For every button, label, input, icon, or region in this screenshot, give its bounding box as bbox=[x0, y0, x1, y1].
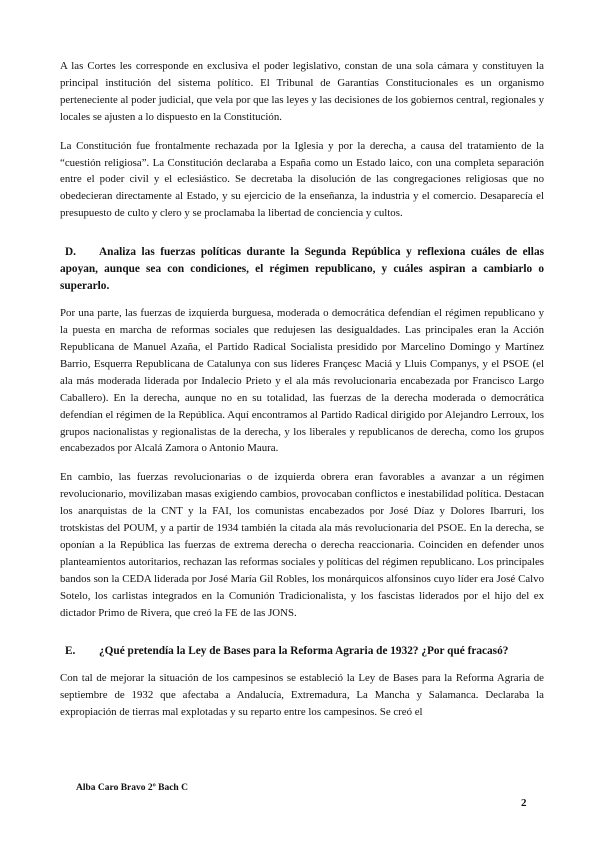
section-d-paragraph-1: Por una parte, las fuerzas de izquierda burguesa, moderada o democrática defendían el régimen republicano y la puesta en marcha de reformas sociales que redujesen las desigualdades. Las principales eran la Acción Republicana de Manuel Azaña, el Partido Radical Socialista presidido por Marcelino Domingo y Martínez Barrio, Esquerra Republicana de Catalunya con sus líderes Françesc Maciá y Lluis Companys, y el PSOE (el ala más moderada liderada por Indalecio Prieto y el ala más revolucionaria encabezada por Francisco Largo Caballero). En la derecha, aunque no en su totalidad, las fuerzas de la derecha moderada o democrática defendían el régimen de la República. Aquí encontramos al Partido Radical dirigido por Alejandro Lerroux, los grupos nacionalistas y regionalistas de la derecha, y los liberales y republicanos de derecha, como los grupos encabezados por Alcalá Zamora o Antonio Maura. bbox=[60, 307, 544, 455]
paragraph-constitucion: La Constitución fue frontalmente rechazada por la Iglesia y por la derecha, a causa del tratamiento de la “cuestión religiosa”. La Constitución declaraba a España como un Estado laico, con una completa separación entre el poder civil y el eclesiástico. Se decretaba la disolución de las congregaciones religiosas que no obedecieran directamente al Estado, y su ejercicio de la enseñanza, la industria y el comercio. Desaparecía el presupuesto de culto y clero y se proclamaba la libertad de conciencia y cultos. bbox=[60, 139, 544, 220]
section-d-paragraph-2: En cambio, las fuerzas revolucionarias o de izquierda obrera eran favorables a avanzar a un régimen revolucionario, movilizaban masas exigiendo cambios, provocaban conflictos e inestabilidad política. Destacan los anarquistas de la CNT y la FAI, los comunistas encabezados por José Díaz y Dolores Ibarruri, los trotskistas del POUM, y a partir de 1934 también la citada ala más revolucionaria del PSOE. En la derecha, se oponían a la República las fuerzas de extrema derecha o derecha reaccionaria. Coinciden en defender unos planteamientos autoritarios, rechazan las reformas sociales y políticas del régimen republicano. Los principales bandos son la CEDA liderada por José María Gil Robles, los monárquicos alfonsinos cuyo líder era José Calvo Sotelo, los carlistas integrados en la Comunión Tradicionalista, y los fascistas liderados por el hijo del ex dictador Primo de Rivera, que creó la FE de las JONS. bbox=[60, 471, 544, 619]
section-d-heading bbox=[60, 244, 544, 295]
section-e-letter: E. bbox=[65, 645, 76, 658]
paragraph-cortes: A las Cortes les corresponde en exclusiva el poder legislativo, constan de una sola cámara y constituyen la principal institución del sistema político. El Tribunal de Garantías Constitucionales es un organismo perteneciente al poder judicial, que vela por que las leyes y las decisiones de los gobiernos central, regionales y locales se ajusten a lo dispuesto en la Constitución. bbox=[60, 60, 544, 123]
footer-author: Alba Caro Bravo 2º Bach C bbox=[76, 783, 188, 793]
page-content bbox=[60, 58, 544, 733]
section-d-question: Analiza las fuerzas políticas durante la Segunda República y reflexiona cuáles de ellas apoyan, aunque sea con condiciones, el régimen republicano, y cuáles aspiran a cambiarlo o superarlo. bbox=[60, 246, 544, 293]
section-d-letter: D. bbox=[65, 246, 76, 259]
section-e-question: ¿Qué pretendía la Ley de Bases para la Reforma Agraria de 1932? ¿Por qué fracasó? bbox=[99, 645, 509, 658]
section-e-paragraph-1: Con tal de mejorar la situación de los campesinos se estableció la Ley de Bases para la Reforma Agraria de septiembre de 1932 que afectaba a Andalucía, Extremadura, La Mancha y Salamanca. Declaraba la expropiación de tierras mal explotadas y su reparto entre los campesinos. Se creó el bbox=[60, 672, 544, 719]
section-e-heading bbox=[60, 643, 544, 660]
page-number: 2 bbox=[521, 797, 527, 809]
